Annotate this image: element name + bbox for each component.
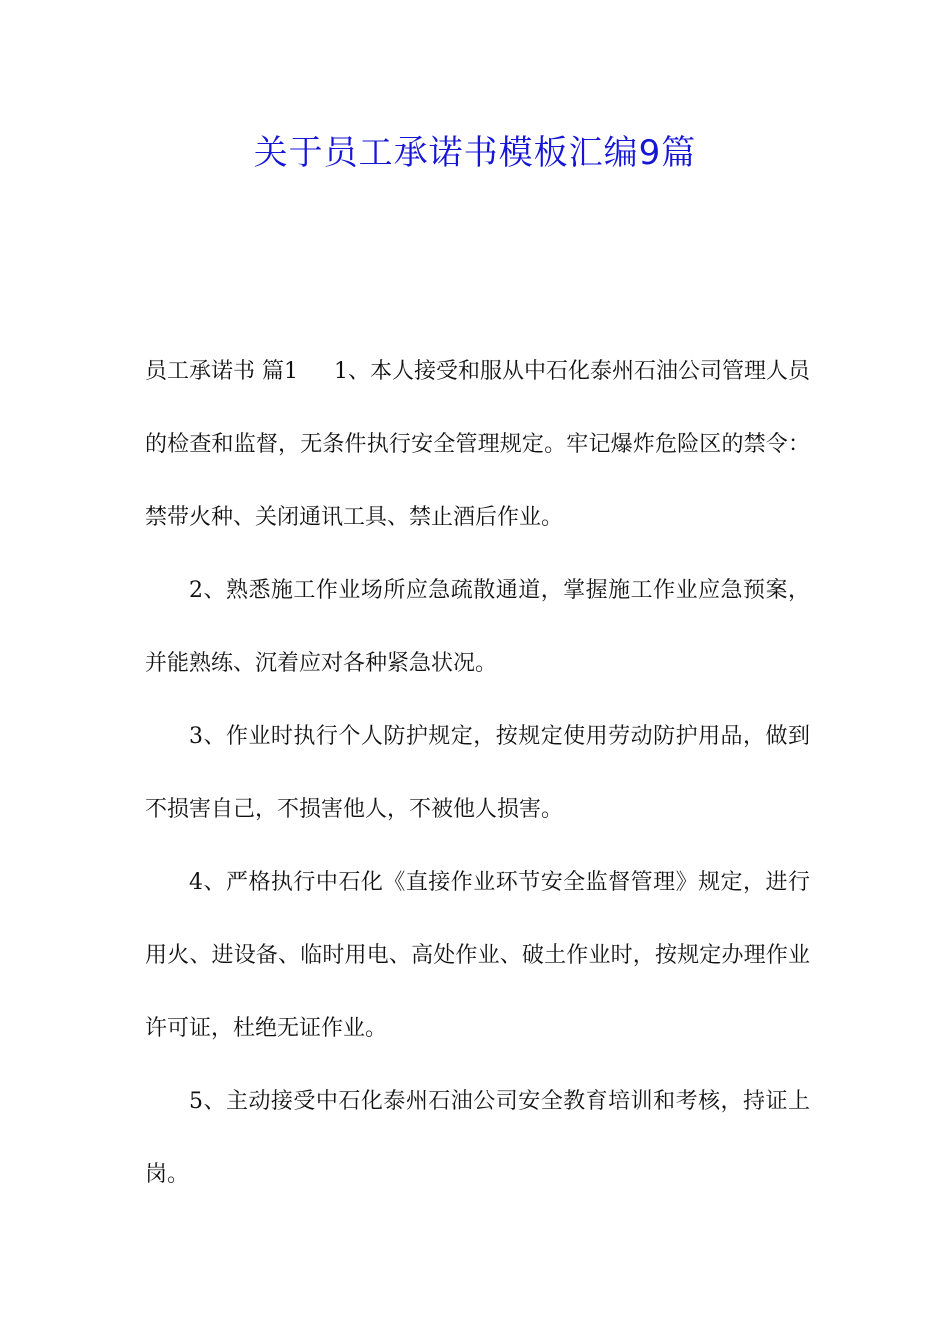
document-title: 关于员工承诺书模板汇编9篇 (253, 133, 697, 173)
paragraph-2: 2、熟悉施工作业场所应急疏散通道，掌握施工作业应急预案，并能熟练、沉着应对各种紧急状况。 (145, 578, 810, 676)
paragraph-5: 5、主动接受中石化泰州石油公司安全教育培训和考核，持证上岗。 (145, 1089, 810, 1187)
section-heading: 员工承诺书 篇1 (145, 359, 298, 384)
document-body (145, 335, 810, 1211)
paragraph-3: 3、作业时执行个人防护规定，按规定使用劳动防护用品，做到不损害自己，不损害他人，不被他人损害。 (145, 724, 810, 822)
paragraph-4: 4、严格执行中石化《直接作业环节安全监督管理》规定，进行用火、进设备、临时用电、高处作业、破土作业时，按规定办理作业许可证，杜绝无证作业。 (145, 870, 810, 1041)
paragraph-1-text: 1、本人接受和服从中石化泰州石油公司管理人员的检查和监督，无条件执行安全管理规定。牢记爆炸危险区的禁令：禁带火种、关闭通讯工具、禁止酒后作业。 (145, 359, 810, 530)
paragraph-1 (145, 335, 810, 554)
